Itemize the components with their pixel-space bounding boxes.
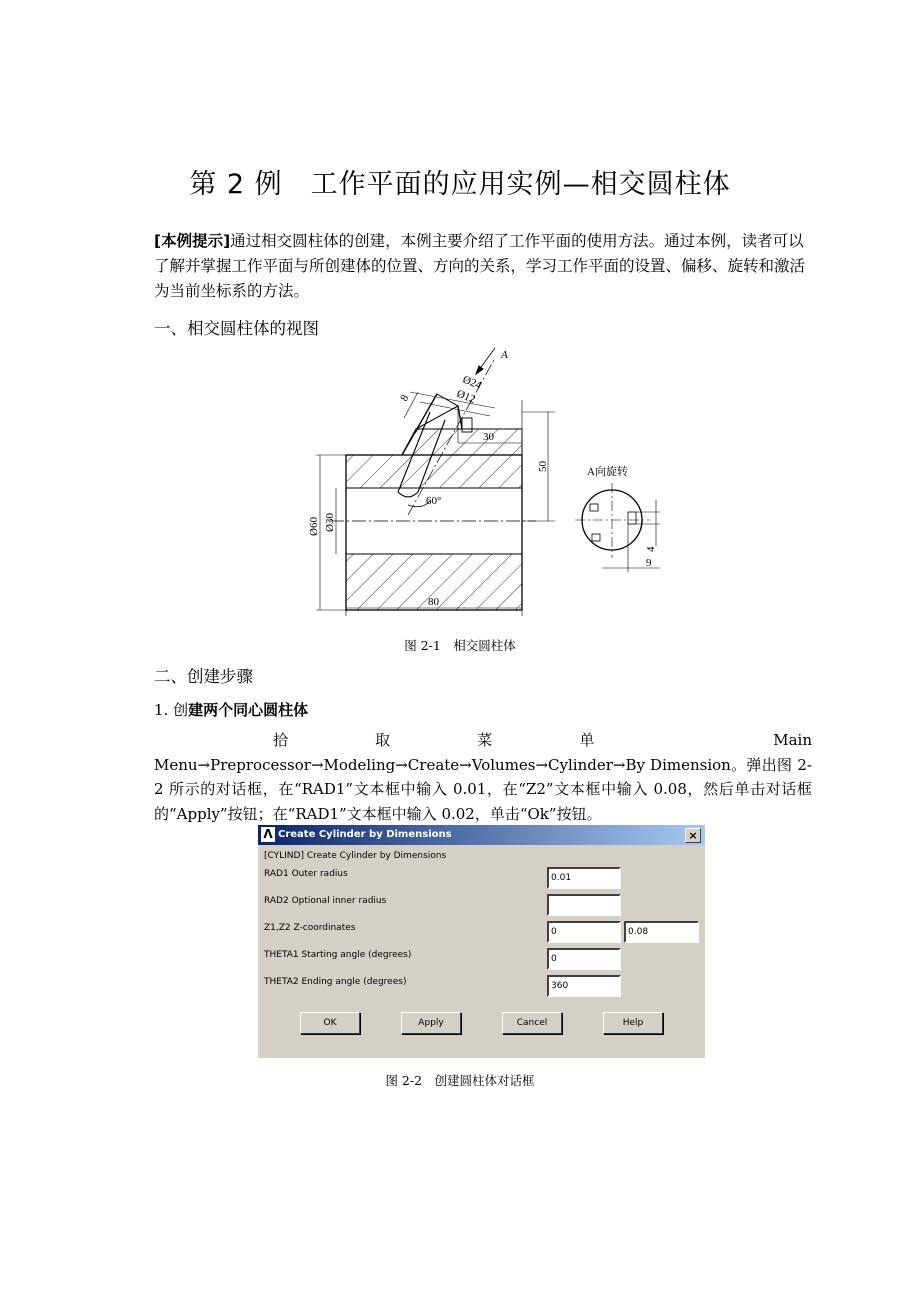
figure-2-caption: 图 2-2 创建圆柱体对话框 (385, 1073, 535, 1088)
intersecting-cylinder-drawing (290, 340, 680, 630)
step-1-title: 建两个同心圆柱体 (188, 701, 309, 719)
page-title: 第 2 例 工作平面的应用实例—相交圆柱体 (189, 169, 731, 200)
step-1-heading (154, 699, 308, 720)
intro-label: [本例提示] (154, 232, 231, 250)
section-heading-1: 一、相交圆柱体的视图 (154, 319, 319, 338)
theta2-label: THETA2 Ending angle (degrees) (264, 977, 407, 987)
dialog-title: Create Cylinder by Dimensions (278, 829, 452, 840)
dim-60deg: 60° (426, 495, 442, 507)
dialog-titlebar (258, 825, 705, 845)
cancel-button[interactable]: Cancel (502, 1012, 562, 1034)
help-button[interactable]: Help (603, 1012, 663, 1034)
z-coordinates-label: Z1,Z2 Z-coordinates (264, 923, 356, 933)
z1-input[interactable]: 0 (547, 921, 621, 943)
dim-50: 50 (537, 461, 549, 472)
z2-input[interactable]: 0.08 (624, 921, 699, 943)
step-1-text: 拾取菜单 Main Menu→Preprocessor→Modeling→Create→Volumes→Cylinder→By Dimension。弹出图 2-2 所示的对话框，在“RAD1”文本框中输入 0.01，在“Z2”文本框中输入 0.08，然后单击对话框的“Apply”按钮；在“RAD1”文本框中输入 0.02，单击“Ok”按钮。 (154, 731, 858, 823)
step-1-paragraph (154, 728, 858, 826)
rad2-input[interactable] (547, 894, 621, 916)
dialog-header: [CYLIND] Create Cylinder by Dimensions (264, 851, 447, 861)
intro-paragraph (154, 229, 810, 304)
rad1-label: RAD1 Outer radius (264, 869, 348, 879)
dim-80: 80 (428, 596, 439, 608)
theta2-input[interactable]: 360 (547, 975, 621, 997)
theta1-input[interactable]: 0 (547, 948, 621, 970)
dim-9: 9 (646, 557, 652, 569)
rad1-input[interactable]: 0.01 (547, 867, 621, 889)
dim-d12: Ø12 (454, 387, 477, 406)
view-label: A向旋转 (587, 466, 628, 478)
figure-1-caption: 图 2-1 相交圆柱体 (404, 638, 516, 653)
arrow-label-a: A (501, 349, 508, 361)
theta1-label: THETA1 Starting angle (degrees) (264, 950, 412, 960)
dim-d30: Ø30 (324, 513, 336, 532)
dim-d60: Ø60 (308, 517, 320, 536)
create-cylinder-dialog (258, 825, 705, 1058)
ok-button[interactable]: OK (300, 1012, 360, 1034)
dim-8: 8 (398, 392, 412, 404)
close-icon[interactable]: × (685, 828, 701, 843)
dim-30: 30 (483, 431, 494, 443)
dim-d24: Ø24 (460, 373, 483, 392)
step-1-number: 1. 创 (154, 701, 189, 719)
ansys-logo-icon: Λ (261, 827, 275, 842)
apply-button[interactable]: Apply (401, 1012, 461, 1034)
rad2-label: RAD2 Optional inner radius (264, 896, 387, 906)
intro-text: 通过相交圆柱体的创建，本例主要介绍了工作平面的使用方法。通过本例，读者可以了解并掌握工作平面与所创建体的位置、方向的关系，学习工作平面的设置、偏移、旋转和激活为当前坐标系的方法。 (154, 232, 806, 300)
section-heading-2: 二、创建步骤 (154, 667, 253, 686)
dim-4: 4 (645, 546, 657, 552)
